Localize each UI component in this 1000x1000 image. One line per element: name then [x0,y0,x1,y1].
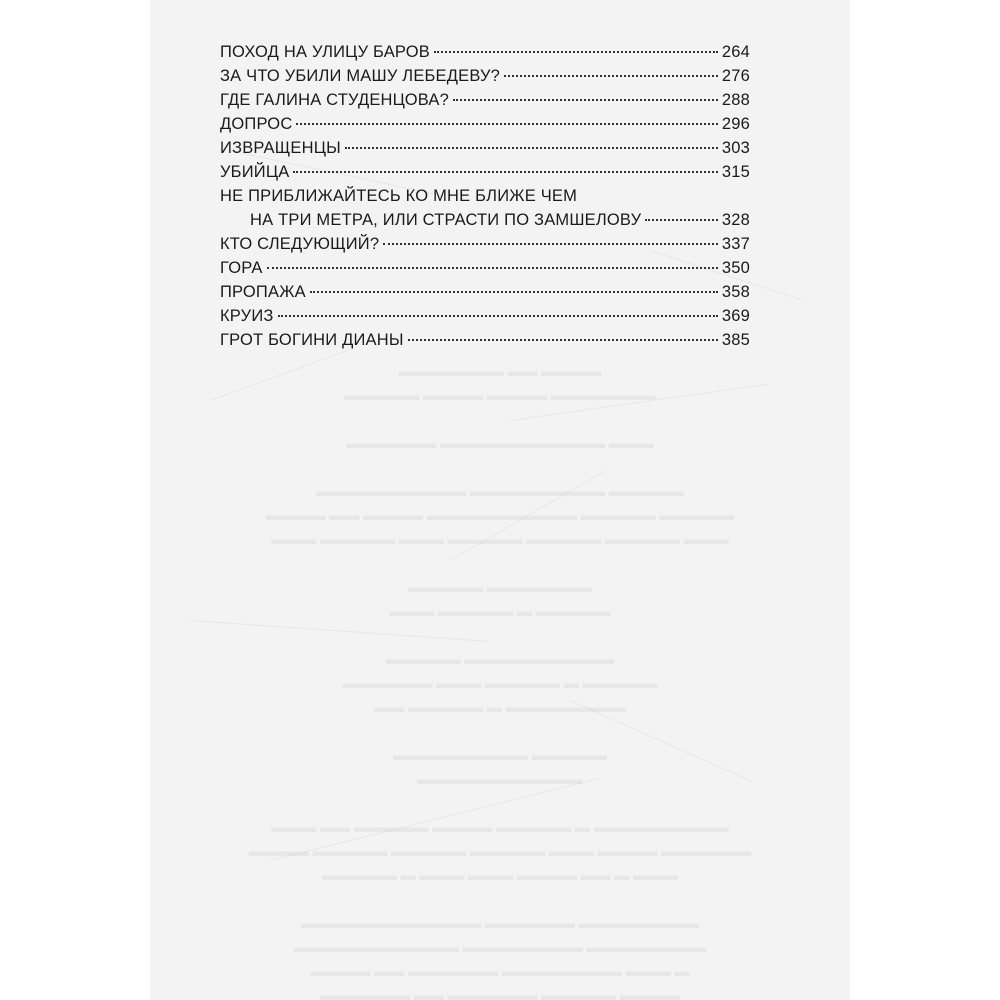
bleed-through-text: ▬▬▬▬ ▬▬ ▬▬▬▬▬▬▬ ▬▬▬▬▬▬▬ ▬▬▬▬ ▬▬▬▬ ▬▬▬▬▬ ▬▬▬ ▬▬▬▬▬▬▬▬▬▬▬ ▬▬▬▬▬▬ ▬▬▬▬▬ ▬▬▬▬▬▬▬▬▬ ▬▬▬▬▬▬▬▬▬▬ ▬▬▬▬▬ ▬▬▬▬▬ ▬▬▬▬▬▬▬▬▬▬ ▬▬▬▬ ▬▬ ▬▬▬▬ ▬▬▬ ▬▬▬▬▬ ▬▬▬▬▬ ▬▬▬▬▬ ▬▬▬ ▬▬▬▬▬ ▬▬▬ ▬▬▬▬▬▬▬ ▬▬▬▬▬ ▬▬▬▬▬ ▬ ▬▬▬▬▬ ▬▬▬ ▬▬▬▬▬▬▬▬▬▬ ▬▬▬▬▬ ▬▬▬▬▬ ▬ ▬▬▬▬▬ ▬▬▬ ▬▬▬▬▬▬ ▬▬▬▬▬▬▬▬ ▬ ▬▬▬▬▬ ▬▬ ▬▬▬▬▬ ▬▬▬▬▬▬▬▬▬ ▬▬▬▬▬▬▬▬▬▬▬ ▬▬▬▬▬▬▬▬▬ ▬ ▬▬▬▬▬ ▬▬▬▬ ▬▬▬▬▬ ▬▬ ▬▬▬ ▬▬▬▬▬▬ ▬▬▬▬ ▬▬▬ ▬▬▬▬▬ ▬▬▬▬▬ ▬▬▬▬▬ ▬▬▬▬ ▬▬▬ ▬ ▬▬ ▬▬▬▬ ▬▬▬ ▬▬▬ ▬ ▬▬▬▬▬ ▬▬▬▬▬▬▬▬ ▬▬▬▬▬▬ ▬▬▬▬▬▬▬▬▬▬▬▬ ▬▬▬▬▬▬▬▬ ▬▬▬▬▬▬▬▬ ▬▬▬▬▬▬▬▬▬▬▬ ▬ ▬▬▬ ▬▬▬▬▬▬▬▬ ▬▬▬▬▬▬ ▬▬ ▬▬▬▬ ▬▬▬▬ ▬▬▬▬▬ ▬▬▬▬▬▬ ▬▬ ▬▬▬▬▬▬ [248,364,752,1000]
toc-entry [220,40,750,64]
toc-entry [220,64,750,88]
toc-entry [220,304,750,328]
table-of-contents [220,40,750,352]
toc-entry [220,256,750,280]
toc-entry-title: ДОПРОС [220,115,293,133]
toc-leader-dots [453,98,718,101]
toc-entry-page: 276 [721,67,750,85]
toc-entry-title-line1: НЕ ПРИБЛИЖАЙТЕСЬ КО МНЕ БЛИЖЕ ЧЕМ [220,187,578,205]
toc-entry-page: 303 [721,139,750,157]
toc-entry-title: КРУИЗ [220,307,274,325]
toc-leader-dots [296,122,717,125]
toc-entry [220,136,750,160]
toc-entry-title: НА ТРИ МЕТРА, ИЛИ СТРАСТИ ПО ЗАМШЕЛОВУ [250,211,642,229]
toc-entry-page: 369 [721,307,750,325]
toc-entry-page: 337 [721,235,750,253]
toc-entry-title: ГРОТ БОГИНИ ДИАНЫ [220,331,404,349]
toc-entry [220,160,750,184]
toc-entry [220,280,750,304]
toc-entry [220,88,750,112]
toc-entry-title: ГОРА [220,259,263,277]
toc-entry-title: ПОХОД НА УЛИЦУ БАРОВ [220,43,430,61]
toc-entry-page: 350 [721,259,750,277]
toc-entry-page: 288 [721,91,750,109]
toc-entry-title: ПРОПАЖА [220,283,306,301]
book-page [150,0,850,1000]
toc-entry-title: КТО СЛЕДУЮЩИЙ? [220,235,380,253]
toc-entry-page: 264 [721,43,750,61]
toc-leader-dots [267,266,718,269]
toc-entry-title: ГДЕ ГАЛИНА СТУДЕНЦОВА? [220,91,449,109]
toc-entry [220,208,750,232]
toc-entry [220,112,750,136]
toc-entry-title: УБИЙЦА [220,163,290,181]
toc-leader-dots [310,290,718,293]
toc-entry-title: ИЗВРАЩЕНЦЫ [220,139,341,157]
toc-leader-dots [504,74,718,77]
toc-leader-dots [293,170,717,173]
toc-entry-page: 385 [721,331,750,349]
toc-entry-page: 328 [721,211,750,229]
toc-leader-dots [278,314,718,317]
toc-entry-title: ЗА ЧТО УБИЛИ МАШУ ЛЕБЕДЕВУ? [220,67,501,85]
toc-entry-page: 358 [721,283,750,301]
toc-leader-dots [434,50,718,53]
toc-entry-page: 315 [721,163,750,181]
toc-leader-dots [345,146,718,149]
toc-entry [220,328,750,352]
toc-entry [220,232,750,256]
toc-leader-dots [408,338,718,341]
toc-leader-dots [645,218,718,221]
toc-entry-page: 296 [721,115,750,133]
toc-leader-dots [383,242,718,245]
